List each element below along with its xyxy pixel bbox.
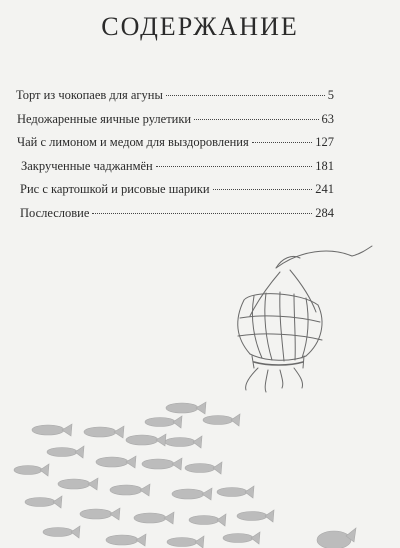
toc-entry-title: Недожаренные яичные рулетики [17,111,192,126]
toc-entry-title: Торт из чокопаев для агуны [16,88,163,102]
toc-entry-title: Послесловие [20,205,90,220]
toc-entry-page: 241 [315,182,334,197]
toc-entry-page: 5 [327,88,334,102]
toc-entry-title: Чай с лимоном и медом для выздоровления [17,135,249,150]
toc-entry-page: 127 [315,135,334,150]
toc-entry-title: Закрученные чаджанмён [21,158,153,173]
paper-lantern-drawing [238,246,372,392]
toc-entry-page: 284 [315,205,334,220]
toc-entry-page: 63 [321,111,334,126]
toc-entry-title: Рис с картошкой и рисовые шарики [20,182,210,197]
page-title: СОДЕРЖАНИЕ [101,12,299,41]
toc-entry-page: 181 [315,158,334,173]
fish-school-drawing [14,402,356,548]
